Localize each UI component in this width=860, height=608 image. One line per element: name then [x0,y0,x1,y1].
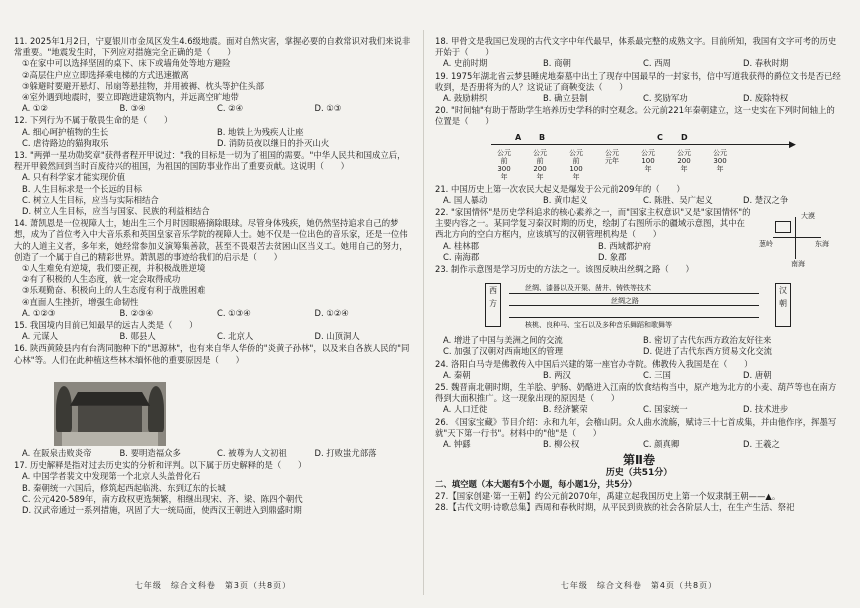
question-18 [435,36,843,70]
question-stem: 25. 魏晋南北朝时期，生羊脍、驴肠、奶酪进入江南的饮食结构当中，原产地为北方的小麦、葫芦等也在南方得到大面积推广。这一现象出现的原因是（ ） [435,382,837,404]
tree-shape [56,386,72,432]
question-26 [435,417,843,451]
section-subtitle: 历史（共51分） [605,468,673,479]
option: D. ①③ [314,103,342,114]
option: C. 加强了汉朝对西南地区的管理 [443,346,564,357]
timeline-letter: D [681,132,688,142]
option: D. 技术进步 [743,404,789,415]
option: C. 公元420-589年，南方政权更选频繁，相继出现宋、齐、梁、陈四个朝代 [22,493,303,504]
steps-shape [62,432,158,446]
option: C. 颜真卿 [643,439,680,450]
option: C. 南海郡 [443,251,480,262]
option: A. 钟繇 [443,439,471,450]
options-row [435,93,843,104]
page-divider [423,30,424,595]
option: A. 中国学者裴文中发现第一个北京人头盖骨化石 [22,471,201,482]
question-stem: 21. 中国历史上第一次农民大起义是爆发于公元前209年的（ ） [435,183,685,194]
option: C. 虐待路边的猫狗取乐 [22,137,109,148]
question-11 [14,36,412,114]
option: B. 经济繁荣 [543,404,588,415]
diagram-label: 南海 [791,260,805,269]
east-box: 汉朝 [775,283,791,327]
options-row [14,103,412,114]
option: A. 细心呵护植物的生长 [22,126,109,137]
arrow-line [509,317,759,318]
territory-diagram [759,211,835,269]
timeline-letter: B [539,132,546,142]
question-13 [14,150,412,217]
timeline-label: 公元前100年 [569,148,583,181]
option: C. 西周 [643,58,671,69]
option: C. 三国 [643,369,671,380]
options-row [14,127,412,138]
question-stem: 22. "家国情怀"是历史学科追求的核心素养之一，而"国家主权意识"又是"家国情怀"的主要内容之一。某同学复习秦汉时期的历史，绘制了右图所示的疆域示意图，其中在西北方向的空白方框内，应该填写的汉朝管理机构是（ ） [435,207,751,240]
timeline-diagram [435,130,843,182]
diagram-horizontal-line [773,237,821,238]
option: B. ③④ [119,103,146,114]
west-box: 西方 [485,283,501,327]
option: D. 汉武帝通过一系列措施，巩固了大一统局面，使西汉王朝进入到鼎盛时期 [22,504,302,515]
question-12 [14,115,412,149]
option: A. 史前时期 [443,58,488,69]
question-22 [435,207,843,269]
option: D. 唐朝 [743,369,772,380]
option: A. 国人暴动 [443,194,488,205]
arrow-right-icon: ▶ [789,139,796,150]
option: C. 陈胜、吴广起义 [643,194,713,205]
statement: ③躲避时要避开悬灯、吊扇等悬挂物，并用被褥、枕头等护住头部 [22,80,265,91]
diagram-label: 东海 [815,240,829,249]
question-27: 27.【国家创建·第一王朝】约公元前2070年，禹建立起我国历史上第一个奴隶制王朝——▲。 [435,490,781,501]
option: D. 促进了古代东西方贸易文化交流 [643,346,773,357]
timeline-letter: C [657,132,663,142]
question-stem: 19. 1975年湖北省云梦县睡虎地秦墓中出土了现存中国最早的一封家书，信中写道我获得的爵位文书是否已经收到，是否册将为的人？这说证了商鞅变法（ ） [435,70,841,92]
diagram-text: 丝绸之路 [611,297,639,306]
option: A. 元谋人 [22,331,59,342]
option: D. 王羲之 [743,439,780,450]
question-28: 28.【古代文明·诗歌总集】西周和春秋时期，从平民到贵族的社会各阶层人士，在生产生活、祭祀 [435,501,795,512]
options-row [435,335,843,346]
question-16 [14,343,412,459]
option: B. 郧县人 [119,331,156,342]
question-21 [435,184,843,206]
option: A. 桂林郡 [443,240,480,251]
statement: ④室外遇到地震时，要立即跑进建筑物内，并远离空旷地带 [22,92,239,103]
option: C. ①③④ [217,307,251,318]
option: D. 春秋时期 [743,58,789,69]
right-page [435,36,843,591]
option: A. ①② [22,103,48,114]
option: A. 增进了中国与美洲之间的交流 [443,335,563,346]
roof-shape [70,392,150,406]
option: B. 确立县制 [543,93,588,104]
option: B. 两汉 [543,369,571,380]
question-stem: 20. "时间轴"有助于帮助学生培养历史学科的时空观念。公元前221年秦朝建立，这一史实在下列时间轴上的位置是（ ） [435,105,835,127]
option: D. 山顶洞人 [314,331,360,342]
option: A. 在阪泉击败炎帝 [22,447,92,458]
statement: ④直面人生挫折，增强生命韧性 [22,296,139,307]
option: A. 鼓励耕织 [443,93,488,104]
timeline-label: 公元元年 [605,148,619,165]
timeline-label: 公元前300年 [497,148,511,181]
option: B. 秦朝统一六国后，修筑起西起临洮、东到辽东的长城 [22,482,226,493]
option: A. 只有科学家才能实现价值 [22,172,126,183]
question-stem: 13. "两弹一星功勋奖章"获得者程开甲说过："我的目标是一切为了祖国的需要。"中华人民共和国成立后，程开甲毅然回到当时百废待兴的祖国，为祖国的国防事业作出了重要贡献。这说明（ ） [14,150,406,172]
option: C. 国家统一 [643,404,688,415]
question-stem: 18. 甲骨文是我国已发现的古代文字中年代最早，体系最完整的成熟文字。目前所知，我国有文字可考的历史开始于（ ） [435,36,837,58]
option: A. 秦朝 [443,369,471,380]
question-stem: 24. 洛阳白马寺是佛教传入中国后兴建的第一座官办寺院。佛教传入我国是在（ ） [435,358,753,369]
question-stem: 26. 《国家宝藏》节目介绍：永和九年，会稽山阴。众人曲水流觞，赋诗三十七首成集，并由他作序，挥墨写就"天下第一行书"。材料中的"他"是（ ） [435,416,837,438]
options-row [14,331,412,342]
options-row [435,346,843,357]
option: B. 柳公权 [543,439,580,450]
diagram-text: 丝绸、漆器以及开渠、凿井、铸铁等技术 [525,284,651,293]
fill-in-header: 二、填空题（本大题有5个小题，每小题1分，共5分） [435,479,637,490]
question-stem: 23. 制作示意图是学习历史的方法之一。该图反映出丝绸之路（ ） [435,264,694,275]
options-row [435,439,843,450]
option: B. ②③④ [119,307,154,318]
question-stem: 12. 下列行为不属于敬畏生命的是（ ） [14,115,173,126]
statement: ②高层住户应立即选择乘电梯的方式迅速撤离 [22,69,189,80]
left-page [14,36,412,591]
option: B. 西域都护府 [598,240,651,251]
diagram-vertical-line [795,217,796,259]
options-row [14,448,412,459]
question-stem: 14. 萧凯恩是一位视障人士，她出生三个月时因眼癌摘除眼球。尽管身体残疾，她仍然坚持追求自己的梦想，成为了首位考入中大音乐系和英国皇家音乐学院的视障人士。她不仅是一位出色的音乐家，还是一位伟大的人道主义者，多年来，她经常参加义演筹集善款，甚至不畏艰苦去贫困山区当义工。她用自己的努力，创造了一个属于自己的精彩世界。萧凯恩的事迹给我们的启示是（ ） [14,218,408,262]
question-stem: 15. 我国境内目前已知最早的远古人类是（ ） [14,320,198,331]
question-19 [435,71,843,105]
option: D. 树立人生目标，应当与国家、民族的利益相结合 [22,206,210,217]
option: C. 奖励军功 [643,93,688,104]
option: D. 楚汉之争 [743,194,789,205]
timeline-axis [491,144,791,145]
question-17 [14,460,412,516]
option: D. 废除特权 [743,93,789,104]
options-row [435,195,843,206]
photo-area [14,368,412,446]
option: D. 象郡 [598,251,627,262]
option: D. ①②④ [314,307,349,318]
question-20 [435,105,843,181]
timeline-letter: A [515,132,522,142]
option: B. 地铁上为残疾人让座 [217,126,304,137]
question-14 [14,218,412,319]
timeline-label: 公元300年 [713,148,727,173]
page-footer: 七年级 综合文科卷 第4页（共8页） [560,580,718,590]
option: C. 被尊为人文初祖 [217,447,287,458]
diagram-label: 葱岭 [759,240,773,249]
options-row [14,308,412,319]
option: D. 消防员夜以继日的扑灭山火 [217,137,330,148]
tree-shape [148,386,164,432]
diagram-label: 大漠 [801,212,815,221]
options-row [14,138,412,149]
diagram-text: 核桃、良种马、宝石以及多种音乐舞蹈和歌舞等 [525,321,672,330]
option: B. 人生目标求是一个长远的目标 [22,183,142,194]
question-15 [14,320,412,342]
question-stem: 17. 历史解释是指对过去历史实的分析和评判。以下属于历史解释的是（ ） [14,460,307,471]
blank-box [775,221,791,233]
option: B. 商朝 [543,58,571,69]
option: B. 黄巾起义 [543,194,588,205]
page-footer: 七年级 综合文科卷 第3页（共8页） [134,580,292,590]
question-23 [435,264,843,358]
options-row [435,58,843,69]
statement: ①在家中可以选择坚固的桌下、床下或墙角处等地方避险 [22,58,231,69]
question-stem: 16. 陕西黄陵县内有台湾同胞种下的"思源林"，也有来自华人华侨的"炎黄子孙林"，以及来自各族人民的"同心林"等。人们在此种植这些林木缅怀他的重要原因是（ ） [14,343,410,365]
option: B. 密切了古代东西方政治友好往来 [643,335,772,346]
statement: ③乐观勤奋、积极向上的人生态度有利于战胜困难 [22,285,206,296]
question-stem: 11. 2025年1月2日，宁夏银川市金凤区发生4.6级地震。面对自然灾害，掌握必要的自救常识对我们来说非常重要。"地震发生时，下列应对措施完全正确的是（ ） [14,36,411,58]
options-row [435,370,843,381]
timeline-label: 公元前200年 [533,148,547,181]
option: C. 北京人 [217,331,254,342]
question-24 [435,359,843,381]
option: A. 人口迁徙 [443,404,488,415]
option: B. 要明造福众多 [119,447,181,458]
options-row [435,404,843,415]
option: C. 树立人生目标，应当与实际相结合 [22,194,159,205]
silk-road-diagram [435,277,843,333]
statement: ①人生难免有逆境，我们要正视，并积极战胜逆境 [22,263,206,274]
timeline-label: 公元100年 [641,148,655,173]
option: D. 打败蚩尤部落 [314,447,377,458]
option: C. ②④ [217,103,244,114]
statement: ②有了积极的人生态度，就一定会取得成功 [22,274,181,285]
hall-shape [78,406,142,432]
option: A. ①②③ [22,307,56,318]
huangdi-mausoleum-photo [54,382,166,446]
section-title: 第Ⅱ卷 [623,453,655,468]
timeline-label: 公元200年 [677,148,691,173]
question-25 [435,382,843,416]
